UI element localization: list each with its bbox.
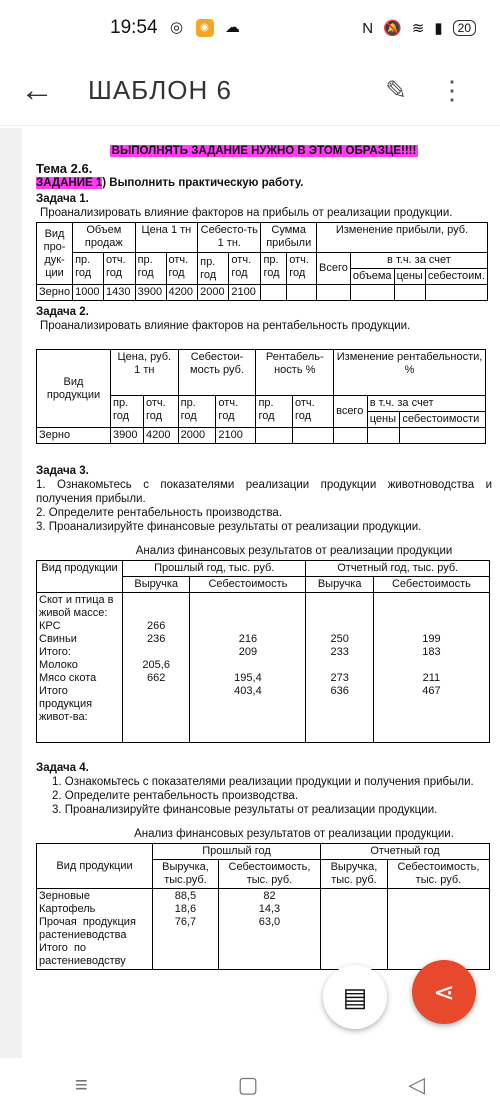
z4-table: Вид продукции Прошлый год Отчетный год Выручка, тыс.руб. Себестоимость, тыс. руб. Выручка, тыс. руб. Себестоимость, тыс. руб. Зерновые Картофель Прочая продукция растениеводства Итого по растениеводству 88,5 18,6 76,7 82 14,3 63,0 [36, 843, 490, 970]
document-page [22, 128, 500, 1058]
z3-item-2: 2. Определите рентабельность производства. [36, 507, 283, 519]
z1-table: Вид про-дук-ции Объем продаж Цена 1 тн Себесто-ть 1 тн. Сумма прибыли Изменение прибыли, руб. пр. год отч. год пр. год отч. год пр. год отч. год пр. год отч. год Всего в т.ч. за счет объема цены себестоим. Зерно 1000 1430 3900 4200 2000 2100 [36, 222, 488, 301]
z1-title: Задача 1. [36, 193, 89, 205]
wifi-icon: ≋ [411, 20, 425, 37]
app-notification-icon: ◉ [196, 19, 214, 37]
whatsapp-icon: ◎ [170, 19, 184, 36]
cloud-icon: ☁ [225, 19, 241, 36]
clock: 19:54 [110, 17, 158, 38]
nfc-icon: Ν [362, 19, 374, 37]
z4-title: Задача 4. [36, 762, 89, 774]
z3-item-1: 1. Ознакомьтесь с показателями реализации продукции животноводства и получения прибыли. [36, 479, 492, 505]
app-bar [0, 56, 500, 126]
share-icon: ⋖ [433, 976, 455, 1007]
signal-icon: ▮ [434, 20, 443, 37]
back-arrow-icon[interactable]: ← [20, 71, 54, 109]
share-button[interactable] [412, 960, 476, 1024]
battery-icon: 20 [453, 20, 476, 36]
document-viewer[interactable] [0, 128, 500, 1058]
document-title: ШАБЛОН 6 [88, 75, 232, 105]
z4-item-2: 2. Определите рентабельность производства. [52, 790, 299, 802]
table-row: Скот и птица в живой массе: КРС Свиньи Итого: Молоко Мясо скота Итого продукция живот-ва: 266 236 205,6 662 216 209 195,4 403,4 250 233 273 636 199 183 211 467 [37, 593, 490, 743]
mute-icon: 🔕 [383, 20, 402, 37]
z3-item-3: 3. Проанализируйте финансовые результаты от реализации продукции. [36, 521, 422, 533]
more-vert-icon[interactable]: ⋮ [439, 75, 465, 105]
menu-icon[interactable]: ≡ [74, 1071, 88, 1097]
reading-mode-button[interactable] [323, 965, 387, 1029]
table-row: Зерновые Картофель Прочая продукция растениеводства Итого по растениеводству 88,5 18,6 76,7 82 14,3 63,0 [37, 889, 490, 970]
task-heading: ЗАДАНИЕ 1) Выполнить практическую работу. [36, 177, 304, 189]
table-row: Зерно 3900 4200 2000 2100 [37, 428, 486, 444]
z2-table: Вид продукции Цена, руб. 1 тн Себестои-мость руб. Рентабель-ность % Изменение рентабельности, % пр. год отч. год пр. год отч. год пр. год отч. год всего в т.ч. за счет цены себестоимости Зерно 3900 4200 2000 2100 [36, 349, 486, 444]
z4-item-1: 1. Ознакомьтесь с показателями реализации продукции и получения прибыли. [52, 776, 474, 788]
home-icon[interactable]: ▢ [237, 1071, 259, 1097]
z2-title: Задача 2. [36, 306, 89, 318]
table-row: Зерно 1000 1430 3900 4200 2000 2100 [37, 285, 488, 301]
z3-title: Задача 3. [36, 465, 89, 477]
back-icon[interactable]: ◁ [408, 1071, 426, 1097]
z3-caption: Анализ финансовых результатов от реализации продукции [135, 545, 453, 557]
document-icon: ▤ [342, 981, 368, 1012]
z4-item-3: 3. Проанализируйте финансовые результаты от реализации продукции. [52, 804, 438, 816]
z2-text: Проанализировать влияние факторов на рентабельность продукции. [40, 320, 411, 332]
edit-pencil-icon[interactable]: ✎ [385, 75, 407, 105]
status-bar [0, 0, 500, 56]
z3-table: Вид продукции Прошлый год, тыс. руб. Отчетный год, тыс. руб. Выручка Себестоимость Выручка Себестоимость Скот и птица в живой массе: КРС Свиньи Итого: Молоко Мясо скота Итого продукция живот-ва: 266 236 205,6 662 216 209 195,4 403,4 250 233 273 636 199 183 211 467 [36, 560, 490, 743]
topic-heading: Тема 2.6. [36, 161, 93, 176]
system-nav-bar [0, 1058, 500, 1111]
z4-caption: Анализ финансовых результатов от реализации продукции. [134, 828, 454, 840]
z1-text: Проанализировать влияние факторов на прибыль от реализации продукции. [40, 207, 453, 219]
banner: ВЫПОЛНЯТЬ ЗАДАНИЕ НУЖНО В ЭТОМ ОБРАЗЦЕ!!!! [111, 145, 417, 157]
